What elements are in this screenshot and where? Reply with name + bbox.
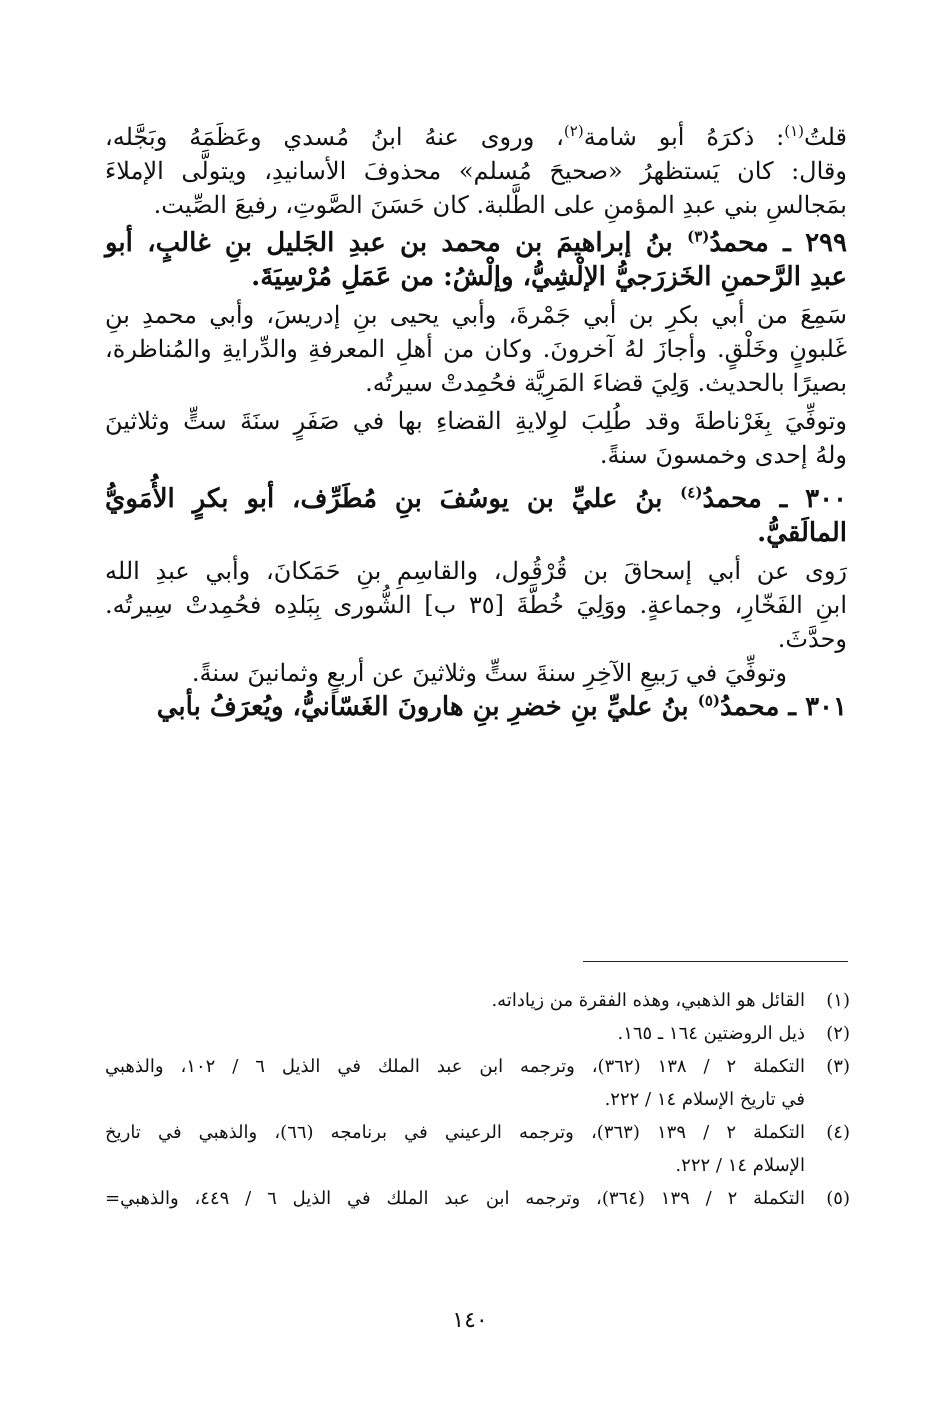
footnote-number: (٢) (826, 1023, 850, 1044)
entry-heading (105, 226, 847, 260)
footnote-text: في تاريخ الإسلام ١٤ / ٢٢٢. (604, 1089, 805, 1110)
footnote-text: الإسلام ١٤ / ٢٢٢. (675, 1155, 805, 1176)
text-line: رَوى عن أبي إسحاقَ بن قُرْقُول، والقاسِمِ بنِ حَمَكانَ، وأبي عبدِ الله (105, 557, 847, 585)
entry-number-name: ٣٠٠ ـ محمدُ (702, 484, 848, 514)
text-line: بمَجالسِ بني عبدِ المؤمنِ على الطَّلبة. كان حَسَنَ الصَّوتِ، رفيعَ الصِّيت. (153, 191, 847, 219)
text-run: بنُ إبراهيمَ بن محمد بن عبدِ الجَليل بنِ غالبٍ، أبو (105, 228, 688, 258)
footnote-2 (105, 1017, 850, 1050)
text-line: ابنِ الفَخّارِ، وجماعةٍ. ووَلِيَ خُطَّةَ [٣٥ ب] الشُّورى بِبَلدِه فحُمِدتْ سِيرتُه. (105, 591, 847, 619)
text-line: وحدَّثَ. (777, 625, 847, 653)
footnote-separator (583, 961, 848, 962)
footnote-ref[interactable]: (٤) (680, 483, 703, 502)
footnote-4 (105, 1116, 850, 1182)
footnote-text: التكملة ٢ / ١٣٩ (٣٦٤)، وترجمه ابن عبد الملك في الذيل ٦ / ٤٤٩، والذهبي= (105, 1188, 805, 1209)
footnote-number: (٤) (826, 1122, 850, 1143)
text-line: وتوفِّيَ بِغَرْناطةَ وقد طُلِبَ لوِلايةِ القضاءِ بها في صَفَرٍ سنَةَ ستٍّ وثلاثينَ (105, 407, 847, 435)
main-text (105, 120, 847, 724)
text-line (105, 120, 847, 154)
page-number: ١٤٠ (452, 1308, 488, 1333)
entry-number-name: ٣٠١ ـ محمدُ (719, 692, 847, 722)
footnote-ref[interactable]: (٢) (563, 122, 584, 140)
text-line: وقال: كان يَستظهرُ «صحيحَ مُسلم» محذوفَ الأسانيدِ، ويتولَّى الإملاءَ (105, 157, 847, 185)
footnote-text: القائل هو الذهبي، وهذه الفقرة من زياداته. (491, 990, 805, 1011)
footnote-ref[interactable]: (٥) (697, 691, 720, 710)
entry-heading (105, 690, 847, 724)
entry-heading-line: عبدِ الرَّحمنِ الخَزرَجيُّ الإلْشِيُّ، وإلْشُ: من عَمَلِ مُرْسِيَةَ. (251, 262, 847, 292)
footnote-3 (105, 1050, 850, 1116)
text-line: غَلبونٍ وخَلْقٍ. وأجازَ لهُ آخرونَ. وكان من أهلِ المعرفةِ والدِّرايةِ والمُناظرة، (105, 335, 847, 363)
entry-number-name: ٢٩٩ ـ محمدُ (709, 228, 847, 258)
footnote-5 (105, 1182, 850, 1215)
text-run: قلتُ (804, 123, 848, 151)
footnote-text: ذيل الروضتين ١٦٤ ـ ١٦٥. (617, 1023, 805, 1044)
text-run: : ذكرَهُ أبو شامة (583, 123, 785, 151)
entry-heading-line: المالَقيُّ. (757, 518, 847, 548)
text-run: ، وروى عنهُ ابنُ مُسدي وعَظَمَهُ وبَجَّله، (105, 123, 564, 151)
text-line: وتوفِّيَ في رَبيعِ الآخِرِ سنةَ ستٍّ وثلاثينَ عن أربعٍ وثمانينَ سنةً. (191, 659, 787, 687)
text-run: بنُ عليِّ بن يوسُفَ بنِ مُطَرِّف، أبو بكرٍ الأُمَويُّ (105, 484, 681, 514)
text-line: بصيرًا بالحديث. وَلِيَ قضاءَ المَرِيَّة فحُمِدتْ سيرتُه. (365, 369, 847, 397)
footnote-ref[interactable]: (٣) (687, 227, 710, 246)
text-run: بنُ عليِّ بنِ خضرِ بنِ هارونَ الغَسّانيُّ، ويُعرَفُ بأبي (156, 692, 698, 722)
text-line: سَمِعَ من أبي بكرِ بن أبي جَمْرةَ، وأبي يحيى بنِ إدريسَ، وأبي محمدِ بنِ (105, 301, 847, 329)
footnote-1 (105, 984, 850, 1017)
footnote-number: (٥) (826, 1188, 850, 1209)
footnote-ref[interactable]: (١) (784, 122, 805, 140)
footnotes (105, 984, 850, 1215)
entry-heading (105, 482, 847, 516)
footnote-text: التكملة ٢ / ١٣٩ (٣٦٣)، وترجمه الرعيني في برنامجه (٦٦)، والذهبي في تاريخ (105, 1122, 805, 1143)
footnote-number: (٣) (826, 1056, 850, 1077)
footnote-number: (١) (826, 990, 850, 1011)
text-line: ولهُ إحدى وخمسونَ سنةً. (599, 441, 847, 469)
footnote-text: التكملة ٢ / ١٣٨ (٣٦٢)، وترجمه ابن عبد الملك في الذيل ٦ / ١٠٢، والذهبي (105, 1056, 805, 1077)
